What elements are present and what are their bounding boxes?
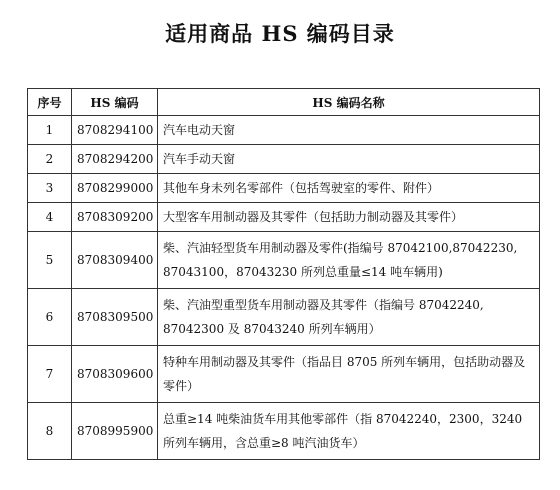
row-seq: 8 (28, 403, 72, 460)
table-row (28, 346, 540, 403)
row-hs-code: 8708309200 (72, 203, 158, 232)
table-row (28, 174, 540, 203)
table-row (28, 232, 540, 289)
row-hs-name: 汽车电动天窗 (158, 116, 540, 145)
row-seq: 4 (28, 203, 72, 232)
row-seq: 7 (28, 346, 72, 403)
row-hs-code: 8708995900 (72, 403, 158, 460)
hs-code-table (27, 88, 540, 460)
row-hs-name: 总重≥14 吨柴油货车用其他零部件（指 87042240，2300，3240 所列车辆用，含总重≥8 吨汽油货车） (158, 403, 540, 460)
table-header-row (28, 89, 540, 116)
table-row (28, 203, 540, 232)
table-row (28, 116, 540, 145)
row-hs-name: 汽车手动天窗 (158, 145, 540, 174)
row-hs-name: 大型客车用制动器及其零件（包括助力制动器及其零件） (158, 203, 540, 232)
row-hs-code: 8708294200 (72, 145, 158, 174)
row-hs-name: 特种车用制动器及其零件（指品目 8705 所列车辆用，包括助动器及零件） (158, 346, 540, 403)
row-hs-code: 8708309600 (72, 346, 158, 403)
row-hs-name: 柴、汽油轻型货车用制动器及零件(指编号 87042100,87042230, 87043100，87043230 所列总重量≤14 吨车辆用) (158, 232, 540, 289)
table-row (28, 145, 540, 174)
row-hs-name: 其他车身未列名零部件（包括驾驶室的零件、附件） (158, 174, 540, 203)
row-hs-code: 8708309500 (72, 289, 158, 346)
row-seq: 3 (28, 174, 72, 203)
header-hs-code: HS 编码 (72, 89, 158, 116)
row-hs-code: 8708294100 (72, 116, 158, 145)
header-hs-name: HS 编码名称 (158, 89, 540, 116)
header-seq: 序号 (28, 89, 72, 116)
row-hs-name: 柴、汽油型重型货车用制动器及其零件（指编号 87042240, 87042300 及 87043240 所列车辆用） (158, 289, 540, 346)
row-seq: 2 (28, 145, 72, 174)
row-seq: 5 (28, 232, 72, 289)
row-seq: 6 (28, 289, 72, 346)
table-row (28, 403, 540, 460)
page-title: 适用商品 HS 编码目录 (165, 21, 395, 46)
row-hs-code: 8708309400 (72, 232, 158, 289)
table-row (28, 289, 540, 346)
row-hs-code: 8708299000 (72, 174, 158, 203)
row-seq: 1 (28, 116, 72, 145)
